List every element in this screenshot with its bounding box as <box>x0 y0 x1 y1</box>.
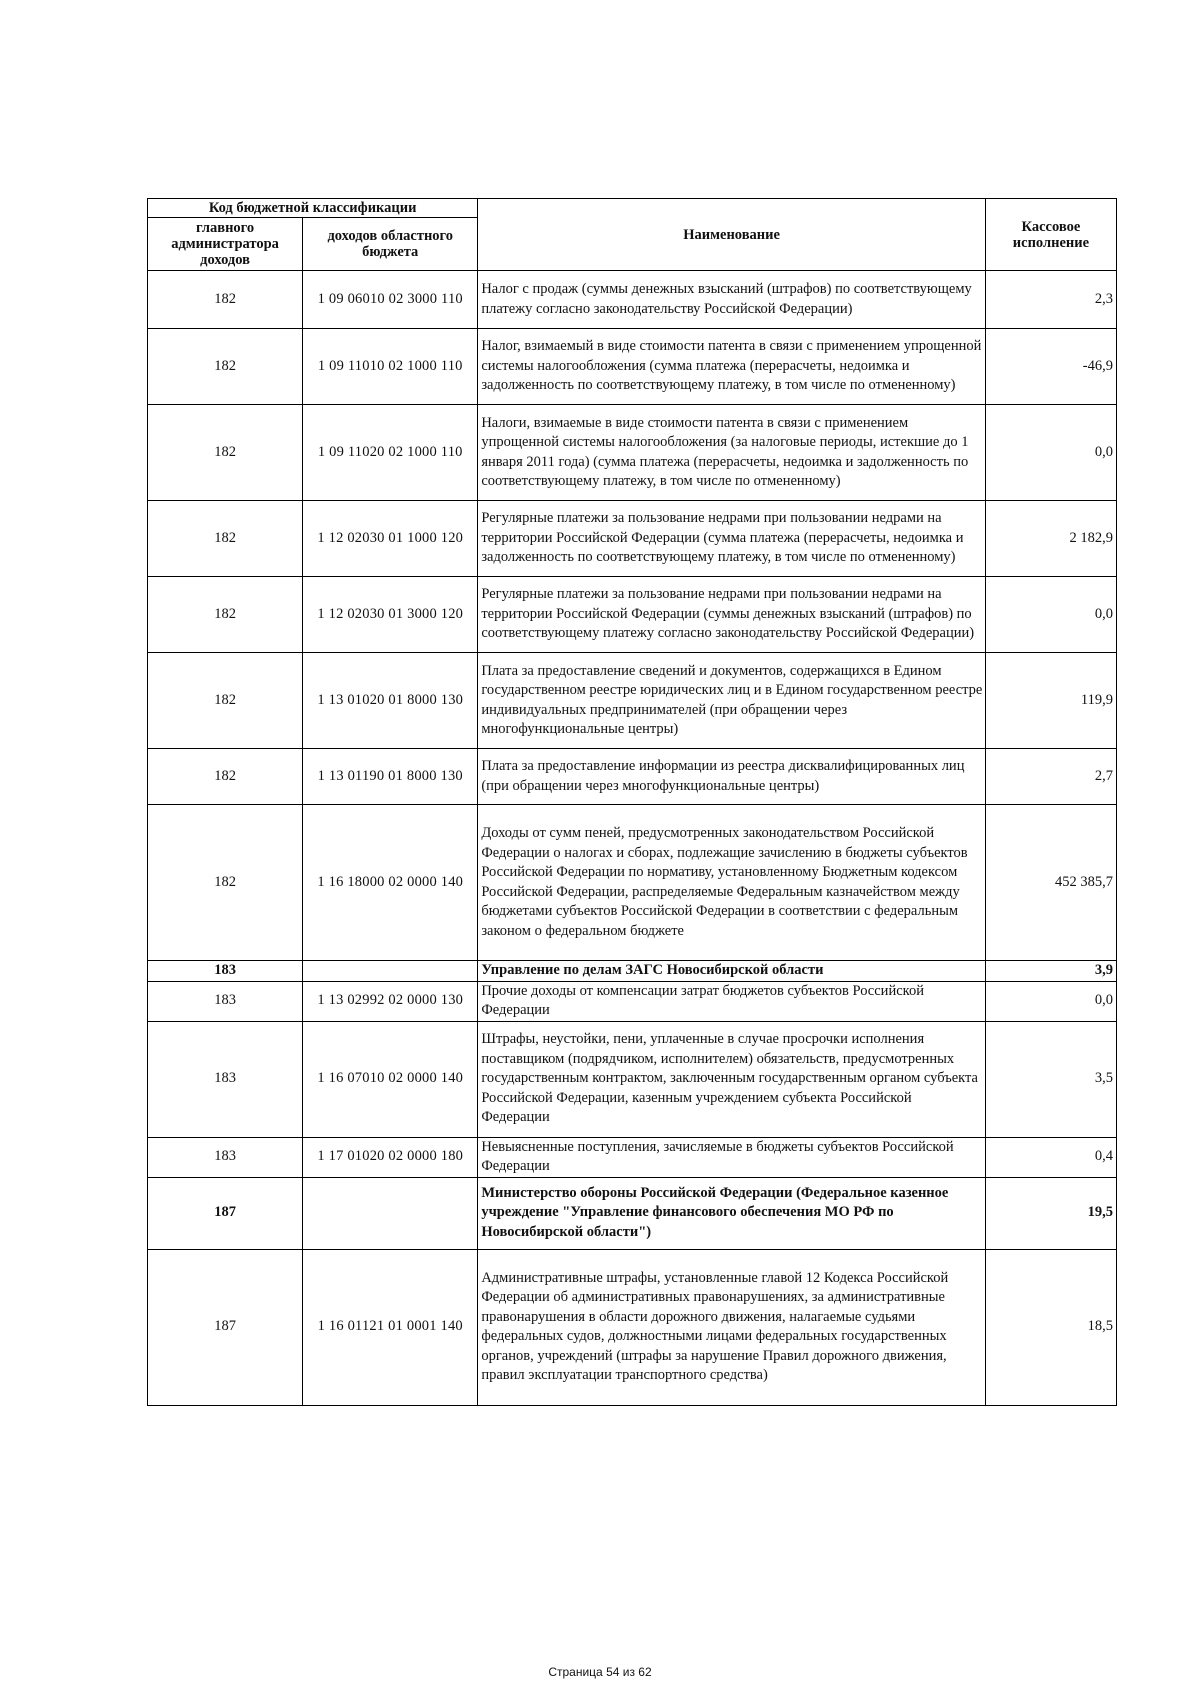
cell-revenue-code: 1 12 02030 01 3000 120 <box>303 577 478 653</box>
cell-cash-execution: 2,3 <box>985 271 1116 329</box>
cell-name: Плата за предоставление сведений и документов, содержащихся в Едином государственном реестре юридических лиц и в Едином государственном реестре индивидуальных предпринимателей (при обращении через многофункциональные центры) <box>478 653 986 749</box>
page-number: Страница 54 из 62 <box>548 1665 652 1679</box>
budget-revenue-table <box>147 198 1117 1406</box>
cell-revenue-code: 1 13 02992 02 0000 130 <box>303 981 478 1021</box>
cell-cash-execution: 0,4 <box>985 1137 1116 1177</box>
table-row <box>148 1177 1117 1249</box>
cell-name: Регулярные платежи за пользование недрами при пользовании недрами на территории Российской Федерации (сумма платежа (перерасчеты, недоимка и задолженность по соответствующему платежу, в том числе по отмененному) <box>478 501 986 577</box>
cell-name: Прочие доходы от компенсации затрат бюджетов субъектов Российской Федерации <box>478 981 986 1021</box>
table-row <box>148 577 1117 653</box>
cell-revenue-code: 1 16 01121 01 0001 140 <box>303 1249 478 1405</box>
cell-chief-administrator: 183 <box>148 981 303 1021</box>
cell-revenue-code: 1 16 07010 02 0000 140 <box>303 1021 478 1137</box>
cell-name: Налог, взимаемый в виде стоимости патента в связи с применением упрощенной системы налогообложения (сумма платежа (перерасчеты, недоимка и задолженность по соответствующему платежу, в том числе по отмененному) <box>478 329 986 405</box>
cell-chief-administrator: 182 <box>148 501 303 577</box>
cell-cash-execution: 3,9 <box>985 961 1116 982</box>
cell-cash-execution: 0,0 <box>985 981 1116 1021</box>
cell-chief-administrator: 182 <box>148 577 303 653</box>
cell-name: Налог с продаж (суммы денежных взысканий (штрафов) по соответствующему платежу согласно законодательству Российской Федерации) <box>478 271 986 329</box>
table-row <box>148 981 1117 1021</box>
cell-chief-administrator: 182 <box>148 405 303 501</box>
cell-revenue-code <box>303 1177 478 1249</box>
header-chief-administrator: главного администратора доходов <box>148 218 303 271</box>
cell-name: Административные штрафы, установленные главой 12 Кодекса Российской Федерации об административных правонарушениях, за административные правонарушения в области дорожного движения, налагаемые судьями федеральных судов, должностными лицами федеральных государственных органов, учреждений (штрафы за нарушение Правил дорожного движения, правил эксплуатации транспортного средства) <box>478 1249 986 1405</box>
header-group-classification: Код бюджетной классификации <box>148 199 478 218</box>
table-row <box>148 501 1117 577</box>
cell-revenue-code: 1 16 18000 02 0000 140 <box>303 805 478 961</box>
cell-chief-administrator: 182 <box>148 653 303 749</box>
cell-chief-administrator: 182 <box>148 805 303 961</box>
cell-name: Штрафы, неустойки, пени, уплаченные в случае просрочки исполнения поставщиком (подрядчиком, исполнителем) обязательств, предусмотренных государственным контрактом, заключенным государственным органом субъекта Российской Федерации, казенным учреждением субъекта Российской Федерации <box>478 1021 986 1137</box>
cell-revenue-code: 1 13 01020 01 8000 130 <box>303 653 478 749</box>
cell-name: Управление по делам ЗАГС Новосибирской области <box>478 961 986 982</box>
cell-name: Невыясненные поступления, зачисляемые в бюджеты субъектов Российской Федерации <box>478 1137 986 1177</box>
cell-cash-execution: 18,5 <box>985 1249 1116 1405</box>
cell-name: Министерство обороны Российской Федерации (Федеральное казенное учреждение "Управление финансового обеспечения МО РФ по Новосибирской области") <box>478 1177 986 1249</box>
cell-chief-administrator: 182 <box>148 749 303 805</box>
cell-revenue-code: 1 09 06010 02 3000 110 <box>303 271 478 329</box>
table-row <box>148 961 1117 982</box>
cell-revenue-code: 1 17 01020 02 0000 180 <box>303 1137 478 1177</box>
cell-revenue-code: 1 12 02030 01 1000 120 <box>303 501 478 577</box>
cell-cash-execution: 0,0 <box>985 405 1116 501</box>
cell-cash-execution: 0,0 <box>985 577 1116 653</box>
cell-name: Плата за предоставление информации из реестра дисквалифицированных лиц (при обращении через многофункциональные центры) <box>478 749 986 805</box>
header-cash-execution: Кассовое исполнение <box>985 199 1116 271</box>
table-row <box>148 271 1117 329</box>
table-row <box>148 653 1117 749</box>
cell-revenue-code: 1 13 01190 01 8000 130 <box>303 749 478 805</box>
cell-cash-execution: 2 182,9 <box>985 501 1116 577</box>
cell-cash-execution: 19,5 <box>985 1177 1116 1249</box>
budget-table-container <box>147 198 1117 1406</box>
cell-name: Налоги, взимаемые в виде стоимости патента в связи с применением упрощенной системы налогообложения (за налоговые периоды, истекшие до 1 января 2011 года) (сумма платежа (перерасчеты, недоимка и задолженность по соответствующему платежу, в том числе по отмененному) <box>478 405 986 501</box>
cell-revenue-code <box>303 961 478 982</box>
cell-name: Регулярные платежи за пользование недрами при пользовании недрами на территории Российской Федерации (суммы денежных взысканий (штрафов) по соответствующему платежу согласно законодательству Российской Федерации) <box>478 577 986 653</box>
cell-chief-administrator: 187 <box>148 1249 303 1405</box>
table-row <box>148 405 1117 501</box>
cell-name: Доходы от сумм пеней, предусмотренных законодательством Российской Федерации о налогах и сборах, подлежащие зачислению в бюджеты субъектов Российской Федерации по нормативу, установленному Бюджетным кодексом Российской Федерации, распределяемые Федеральным казначейством между бюджетами субъектов Российской Федерации в соответствии с федеральным законом о федеральном бюджете <box>478 805 986 961</box>
table-row <box>148 1249 1117 1405</box>
cell-chief-administrator: 182 <box>148 329 303 405</box>
header-revenue-code: доходов областного бюджета <box>303 218 478 271</box>
table-row <box>148 1021 1117 1137</box>
cell-chief-administrator: 183 <box>148 961 303 982</box>
cell-cash-execution: 2,7 <box>985 749 1116 805</box>
cell-cash-execution: -46,9 <box>985 329 1116 405</box>
cell-revenue-code: 1 09 11010 02 1000 110 <box>303 329 478 405</box>
cell-cash-execution: 452 385,7 <box>985 805 1116 961</box>
cell-chief-administrator: 183 <box>148 1021 303 1137</box>
cell-cash-execution: 3,5 <box>985 1021 1116 1137</box>
header-name: Наименование <box>478 199 986 271</box>
cell-cash-execution: 119,9 <box>985 653 1116 749</box>
cell-chief-administrator: 187 <box>148 1177 303 1249</box>
table-row <box>148 1137 1117 1177</box>
table-row <box>148 749 1117 805</box>
table-row <box>148 805 1117 961</box>
cell-revenue-code: 1 09 11020 02 1000 110 <box>303 405 478 501</box>
table-row <box>148 329 1117 405</box>
cell-chief-administrator: 183 <box>148 1137 303 1177</box>
cell-chief-administrator: 182 <box>148 271 303 329</box>
